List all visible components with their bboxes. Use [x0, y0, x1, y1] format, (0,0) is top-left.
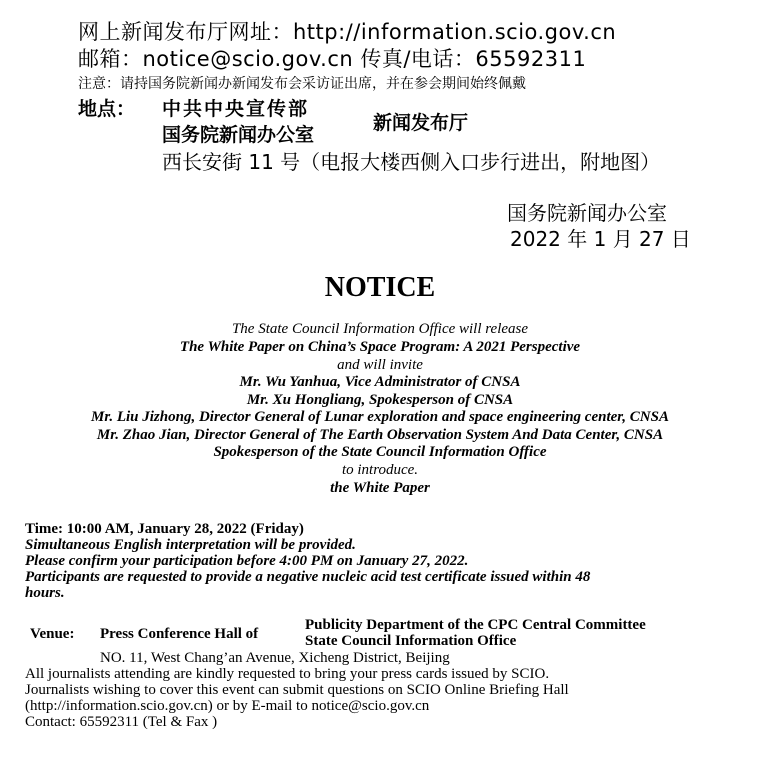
location-hall: 新闻发布厅 [373, 112, 469, 134]
venue-address: NO. 11, West Chang’an Avenue, Xicheng District, Beijing [100, 650, 450, 666]
notice-line-subject: the White Paper [330, 480, 430, 496]
notice-line-speaker-4: Mr. Zhao Jian, Director General of The Earth Observation System And Data Center, CNSA [96, 427, 664, 443]
notice-line-speaker-1: Mr. Wu Yanhua, Vice Administrator of CNSA [239, 374, 521, 390]
questions-note: Journalists wishing to cover this event can submit questions on SCIO Online Briefing Hall [25, 682, 569, 698]
nucleic-test-note: Participants are requested to provide a negative nucleic acid test certificate issued within 48 [25, 569, 591, 585]
contact-line: Contact: 65592311 (Tel & Fax ) [25, 714, 218, 730]
notice-line-release: The State Council Information Office will release [231, 321, 529, 337]
notice-line-white-paper: The White Paper on China’s Space Program: A 2021 Perspective [179, 339, 581, 355]
event-time: Time: 10:00 AM, January 28, 2022 (Friday) [25, 521, 304, 537]
location-org-line2: 国务院新闻办公室 [162, 124, 315, 146]
mail-fax-line: 邮箱：notice@scio.gov.cn 传真/电话：65592311 [78, 47, 587, 71]
notice-line-speaker-3: Mr. Liu Jizhong, Director General of Lunar exploration and space engineering center, CNSA [91, 409, 669, 425]
nucleic-test-note-cont: hours. [25, 585, 65, 601]
location-address: 西长安街 11 号（电报大楼西侧入口步行进出，附地图） [162, 150, 661, 174]
notice-title: NOTICE [324, 272, 436, 303]
signing-date: 2022 年 1 月 27 日 [510, 227, 691, 251]
notice-line-speaker-5: Spokesperson of the State Council Information Office [213, 444, 547, 460]
notice-line-speaker-2: Mr. Xu Hongliang, Spokesperson of CNSA [246, 392, 514, 408]
venue-org-2: State Council Information Office [305, 633, 517, 649]
venue-hall: Press Conference Hall of [100, 626, 259, 642]
press-card-note: All journalists attending are kindly requested to bring your press cards issued by SCIO. [25, 666, 550, 682]
interpretation-note: Simultaneous English interpretation will be provided. [25, 537, 356, 553]
questions-contact: (http://information.scio.gov.cn) or by E-mail to notice@scio.gov.cn [25, 698, 430, 714]
location-org-line1: 中共中央宣传部 [162, 98, 310, 120]
confirmation-note: Please confirm your participation before 4:00 PM on January 27, 2022. [25, 553, 469, 569]
attendance-note: 注意：请持国务院新闻办新闻发布会采访证出席，并在参会期间始终佩戴 [78, 76, 526, 92]
location-label: 地点： [78, 98, 136, 120]
venue-org-1: Publicity Department of the CPC Central Committee [305, 617, 646, 633]
venue-label: Venue: [30, 626, 75, 642]
signing-organization: 国务院新闻办公室 [507, 201, 667, 225]
notice-line-invite: and will invite [337, 357, 423, 373]
website-line: 网上新闻发布厅网址：http://information.scio.gov.cn [78, 20, 617, 44]
notice-line-introduce: to introduce. [341, 462, 419, 478]
